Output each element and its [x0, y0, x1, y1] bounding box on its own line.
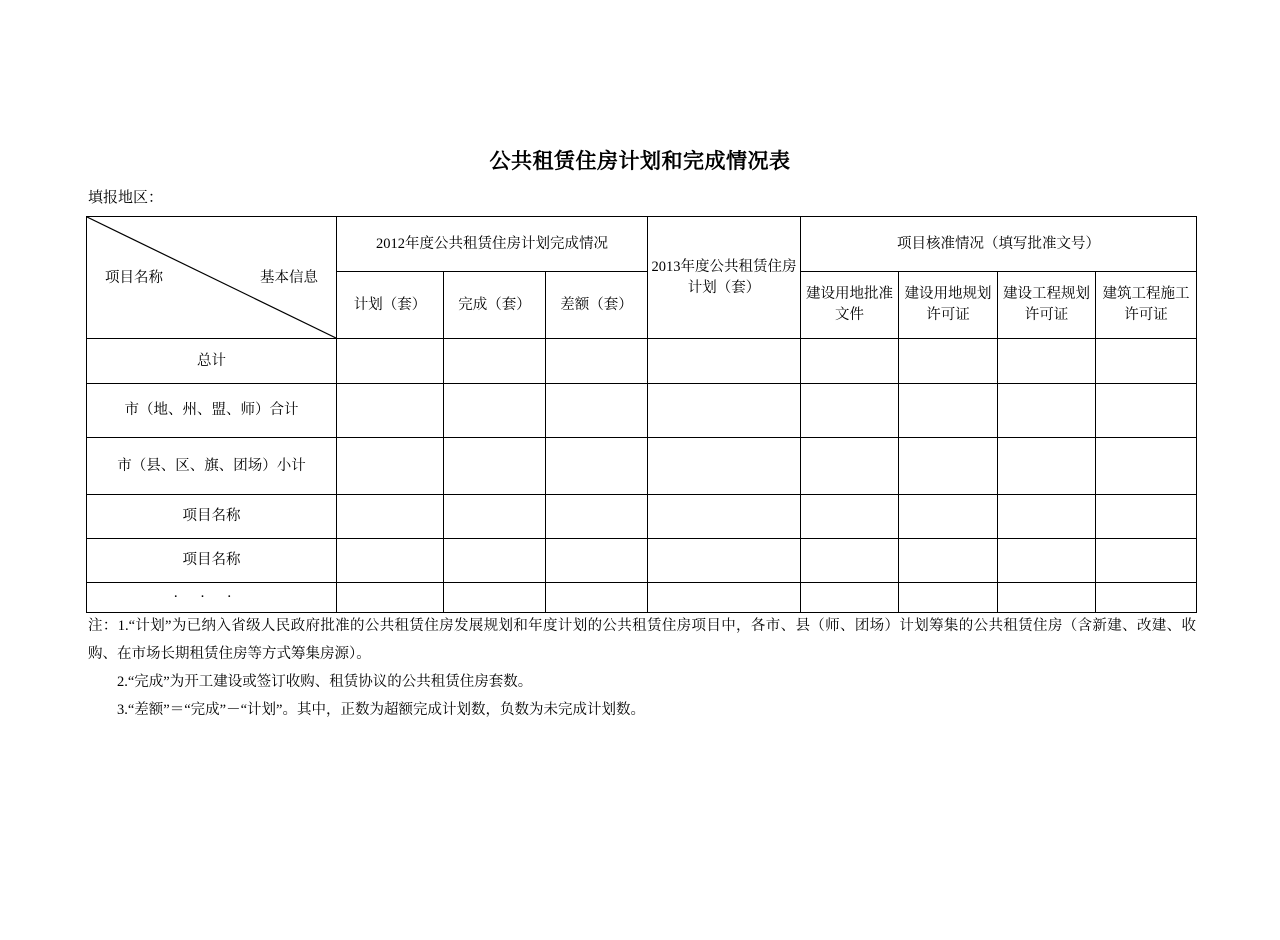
- table-row: [87, 495, 1197, 539]
- cell-2012-difference[interactable]: [546, 583, 648, 613]
- cell-2012-completed[interactable]: [444, 438, 546, 495]
- cell-2012-plan[interactable]: [337, 438, 444, 495]
- cell-land-approval-doc[interactable]: [801, 384, 899, 438]
- cell-land-approval-doc[interactable]: [801, 438, 899, 495]
- cell-2012-plan[interactable]: [337, 539, 444, 583]
- cell-2012-plan[interactable]: [337, 339, 444, 384]
- row-label-project-name: 项目名称: [87, 539, 337, 583]
- cell-2012-plan[interactable]: [337, 583, 444, 613]
- row-label-city-total: 市（地、州、盟、师）合计: [87, 384, 337, 438]
- cell-construction-permit[interactable]: [1096, 438, 1197, 495]
- cell-construction-planning-permit[interactable]: [998, 495, 1096, 539]
- row-label-project-name: 项目名称: [87, 495, 337, 539]
- region-label: 填报地区：: [88, 190, 164, 206]
- cell-2013-plan[interactable]: [648, 495, 801, 539]
- corner-col-axis-label: 基本信息: [260, 270, 318, 286]
- cell-construction-permit[interactable]: [1096, 339, 1197, 384]
- cell-2012-completed[interactable]: [444, 495, 546, 539]
- header-sub-land-approval-doc: 建设用地批准文件: [801, 272, 899, 339]
- table-row: [87, 384, 1197, 438]
- row-label-ellipsis: [87, 583, 337, 613]
- cell-construction-planning-permit[interactable]: [998, 583, 1096, 613]
- cell-construction-planning-permit[interactable]: [998, 539, 1096, 583]
- cell-2012-difference[interactable]: [546, 539, 648, 583]
- table-row: [87, 583, 1197, 613]
- note-item-3: 3.“差额”＝“完成”－“计划”。其中，正数为超额完成计划数，负数为未完成计划数。: [117, 702, 645, 718]
- cell-2012-plan[interactable]: [337, 384, 444, 438]
- cell-2012-difference[interactable]: [546, 438, 648, 495]
- cell-2012-completed[interactable]: [444, 539, 546, 583]
- cell-land-planning-permit[interactable]: [899, 438, 998, 495]
- note-item-1: 注：1.“计划”为已纳入省级人民政府批准的公共租赁住房发展规划和年度计划的公共租赁住房项目中，各市、县（师、团场）计划筹集的公共租赁住房（含新建、改建、收购、在市场长期租赁住房等方式筹集房源）。: [88, 618, 1196, 662]
- table-row: [87, 438, 1197, 495]
- table-row: [87, 539, 1197, 583]
- page-title: 公共租赁住房计划和完成情况表: [489, 149, 791, 173]
- cell-construction-planning-permit[interactable]: [998, 438, 1096, 495]
- cell-construction-permit[interactable]: [1096, 583, 1197, 613]
- cell-land-planning-permit[interactable]: [899, 339, 998, 384]
- cell-construction-permit[interactable]: [1096, 384, 1197, 438]
- header-sub-2012-plan: 计划（套）: [337, 272, 444, 339]
- header-group-2012: 2012年度公共租赁住房计划完成情况: [337, 217, 648, 272]
- cell-land-planning-permit[interactable]: [899, 583, 998, 613]
- cell-2012-difference[interactable]: [546, 384, 648, 438]
- cell-2012-completed[interactable]: [444, 384, 546, 438]
- header-sub-2012-completed: 完成（套）: [444, 272, 546, 339]
- cell-construction-planning-permit[interactable]: [998, 384, 1096, 438]
- cell-land-approval-doc[interactable]: [801, 495, 899, 539]
- cell-construction-permit[interactable]: [1096, 495, 1197, 539]
- cell-2013-plan[interactable]: [648, 384, 801, 438]
- cell-2012-plan[interactable]: [337, 495, 444, 539]
- cell-land-planning-permit[interactable]: [899, 539, 998, 583]
- cell-land-planning-permit[interactable]: [899, 495, 998, 539]
- header-sub-construction-planning-permit: 建设工程规划许可证: [998, 272, 1096, 339]
- corner-row-axis-label: 项目名称: [105, 270, 163, 286]
- cell-land-approval-doc[interactable]: [801, 339, 899, 384]
- cell-2013-plan[interactable]: [648, 438, 801, 495]
- cell-2012-difference[interactable]: [546, 495, 648, 539]
- cell-construction-permit[interactable]: [1096, 539, 1197, 583]
- cell-land-approval-doc[interactable]: [801, 583, 899, 613]
- note-item-2: 2.“完成”为开工建设或签订收购、租赁协议的公共租赁住房套数。: [117, 674, 533, 690]
- cell-2013-plan[interactable]: [648, 583, 801, 613]
- table-notes: [88, 612, 1196, 724]
- row-label-total: 总计: [87, 339, 337, 384]
- cell-2012-completed[interactable]: [444, 339, 546, 384]
- table-row: [87, 339, 1197, 384]
- cell-construction-planning-permit[interactable]: [998, 339, 1096, 384]
- header-group-approval: 项目核准情况（填写批准文号）: [801, 217, 1197, 272]
- header-sub-land-planning-permit: 建设用地规划许可证: [899, 272, 998, 339]
- header-sub-2012-difference: 差额（套）: [546, 272, 648, 339]
- header-group-2013: 2013年度公共租赁住房计划（套）: [648, 217, 801, 339]
- ellipsis-marker: · · ·: [173, 589, 241, 605]
- corner-diagonal-cell: [87, 217, 337, 339]
- plan-completion-table: [86, 216, 1196, 613]
- cell-2012-completed[interactable]: [444, 583, 546, 613]
- cell-2012-difference[interactable]: [546, 339, 648, 384]
- header-row-group: [87, 217, 1197, 272]
- cell-2013-plan[interactable]: [648, 339, 801, 384]
- cell-land-approval-doc[interactable]: [801, 539, 899, 583]
- header-sub-construction-permit: 建筑工程施工许可证: [1096, 272, 1197, 339]
- row-label-county-subtotal: 市（县、区、旗、团场）小计: [87, 438, 337, 495]
- cell-land-planning-permit[interactable]: [899, 384, 998, 438]
- cell-2013-plan[interactable]: [648, 539, 801, 583]
